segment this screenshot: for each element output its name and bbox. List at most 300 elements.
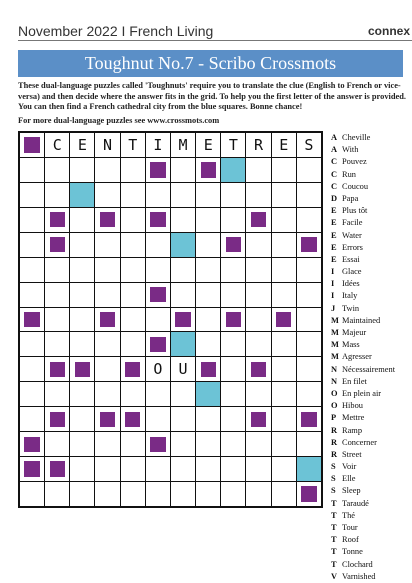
grid-cell[interactable]: E — [70, 133, 94, 157]
purple-block — [150, 162, 165, 177]
grid-cell[interactable] — [272, 208, 296, 232]
grid-cell[interactable] — [70, 158, 94, 182]
clue-first-letter: T — [331, 559, 337, 569]
grid-cell[interactable] — [297, 208, 321, 232]
purple-block — [125, 362, 140, 377]
clue-text: Water — [342, 230, 362, 240]
grid-cell[interactable] — [121, 158, 145, 182]
clue-first-letter: M — [331, 315, 339, 325]
clue-item — [331, 144, 411, 156]
clue-text: Italy — [342, 291, 358, 301]
grid-cell[interactable] — [272, 482, 296, 506]
clue-item — [331, 290, 411, 302]
grid-cell[interactable] — [20, 332, 44, 356]
clue-item — [331, 400, 411, 412]
grid-cell[interactable] — [196, 208, 220, 232]
block-cell[interactable] — [246, 208, 270, 232]
clue-item — [331, 461, 411, 473]
clue-item — [331, 498, 411, 510]
clue-item — [331, 534, 411, 546]
grid-cell[interactable] — [121, 332, 145, 356]
clue-text: Run — [342, 169, 356, 179]
grid-cell[interactable] — [95, 158, 119, 182]
clue-item — [331, 425, 411, 437]
grid-cell[interactable] — [221, 382, 245, 406]
block-cell[interactable] — [272, 308, 296, 332]
grid-cell[interactable] — [70, 283, 94, 307]
clue-first-letter: T — [331, 510, 337, 520]
grid-cell[interactable] — [221, 407, 245, 431]
clue-first-letter: S — [331, 474, 336, 484]
brand-label: connex — [367, 24, 410, 38]
grid-cell[interactable] — [146, 457, 170, 481]
purple-block — [251, 412, 266, 427]
purple-block — [175, 312, 190, 327]
grid-cell[interactable] — [171, 432, 195, 456]
grid-cell[interactable]: O — [146, 357, 170, 381]
block-cell[interactable] — [95, 208, 119, 232]
grid-cell[interactable] — [272, 432, 296, 456]
block-cell[interactable] — [146, 432, 170, 456]
grid-cell[interactable] — [196, 482, 220, 506]
grid-cell[interactable] — [221, 332, 245, 356]
grid-cell[interactable] — [45, 283, 69, 307]
clue-item — [331, 205, 411, 217]
grid-cell[interactable] — [95, 332, 119, 356]
grid-cell[interactable] — [196, 308, 220, 332]
grid-cell[interactable] — [121, 258, 145, 282]
grid-cell[interactable] — [297, 158, 321, 182]
clue-first-letter: I — [331, 279, 335, 289]
grid-cell[interactable] — [246, 332, 270, 356]
purple-block — [251, 362, 266, 377]
issue-title: November 2022 I French Living — [18, 23, 214, 39]
grid-cell[interactable] — [171, 457, 195, 481]
clue-text: Pouvez — [342, 157, 367, 167]
grid-cell[interactable] — [95, 233, 119, 257]
grid-cell[interactable] — [20, 407, 44, 431]
clue-text: Facile — [342, 218, 363, 228]
grid-cell[interactable] — [95, 258, 119, 282]
clue-first-letter: A — [331, 145, 338, 155]
purple-block — [301, 486, 316, 501]
grid-cell[interactable] — [20, 283, 44, 307]
grid-cell[interactable] — [221, 283, 245, 307]
clue-item — [331, 485, 411, 497]
grid-cell[interactable] — [246, 382, 270, 406]
clue-list — [331, 132, 411, 583]
grid-cell[interactable] — [121, 283, 145, 307]
clue-item — [331, 156, 411, 168]
grid-cell[interactable] — [297, 332, 321, 356]
blue-cell[interactable] — [171, 332, 195, 356]
grid-cell[interactable] — [146, 258, 170, 282]
grid-cell[interactable] — [297, 308, 321, 332]
clue-first-letter: N — [331, 376, 338, 386]
grid-cell[interactable] — [70, 332, 94, 356]
grid-cell[interactable] — [171, 382, 195, 406]
clue-text: En plein air — [342, 388, 382, 398]
clue-item — [331, 254, 411, 266]
clue-item — [331, 364, 411, 376]
clue-first-letter: R — [331, 437, 338, 447]
clue-first-letter: E — [331, 206, 337, 216]
clue-first-letter: R — [331, 425, 338, 435]
grid-cell[interactable] — [70, 482, 94, 506]
grid-cell[interactable] — [121, 482, 145, 506]
grid-cell[interactable]: E — [196, 133, 220, 157]
purple-block — [201, 162, 216, 177]
clue-first-letter: M — [331, 340, 339, 350]
grid-cell[interactable] — [297, 258, 321, 282]
block-cell[interactable] — [121, 407, 145, 431]
clue-text: Varnished — [342, 571, 376, 581]
grid-cell[interactable] — [121, 183, 145, 207]
grid-cell[interactable] — [45, 308, 69, 332]
grid-cell[interactable] — [20, 382, 44, 406]
clue-item — [331, 132, 411, 144]
clue-item — [331, 376, 411, 388]
clue-text: Glace — [342, 267, 362, 277]
grid-cell[interactable] — [171, 407, 195, 431]
grid-cell[interactable] — [121, 208, 145, 232]
purple-block — [24, 437, 39, 452]
clue-item — [331, 559, 411, 571]
grid-cell[interactable] — [246, 158, 270, 182]
clue-item — [331, 217, 411, 229]
grid-cell[interactable] — [20, 183, 44, 207]
blue-cell[interactable] — [221, 158, 245, 182]
grid-cell[interactable] — [70, 308, 94, 332]
grid-cell[interactable]: S — [297, 133, 321, 157]
grid-cell[interactable] — [272, 183, 296, 207]
grid-cell[interactable]: E — [272, 133, 296, 157]
clue-item — [331, 388, 411, 400]
grid-cell[interactable] — [20, 258, 44, 282]
grid-cell[interactable] — [171, 482, 195, 506]
clue-item — [331, 169, 411, 181]
masthead — [0, 0, 412, 40]
clue-item — [331, 242, 411, 254]
clue-text: Maintained — [342, 315, 381, 325]
grid-cell[interactable] — [95, 382, 119, 406]
clue-first-letter: C — [331, 181, 338, 191]
grid-cell[interactable]: U — [171, 357, 195, 381]
grid-cell[interactable] — [196, 283, 220, 307]
grid-cell[interactable] — [20, 357, 44, 381]
grid-cell[interactable] — [20, 208, 44, 232]
grid-cell[interactable] — [95, 482, 119, 506]
block-cell[interactable] — [146, 158, 170, 182]
clue-item — [331, 193, 411, 205]
grid-cell[interactable]: C — [45, 133, 69, 157]
grid-cell[interactable] — [20, 233, 44, 257]
grid-cell[interactable] — [196, 432, 220, 456]
puzzle-instructions: These dual-language puzzles called 'Toughnuts' require you to translate the clue (English to French or vice-versa) and then decide where the answer fits in the grid. To help you the first letter of the answer is provided. You can then find a French cathedral city from the blue squares. Bonne chance! — [18, 81, 406, 112]
clue-text: Tonne — [342, 547, 363, 557]
grid-cell[interactable] — [297, 183, 321, 207]
grid-cell[interactable] — [146, 308, 170, 332]
clue-text: Clochard — [342, 559, 373, 569]
clue-item — [331, 315, 411, 327]
grid-cells — [20, 133, 321, 506]
block-cell[interactable] — [70, 357, 94, 381]
grid-cell[interactable] — [272, 332, 296, 356]
block-cell[interactable] — [20, 308, 44, 332]
grid-cell[interactable] — [95, 183, 119, 207]
block-cell[interactable] — [196, 158, 220, 182]
blue-cell[interactable] — [297, 457, 321, 481]
grid-cell[interactable] — [221, 208, 245, 232]
grid-cell[interactable] — [246, 183, 270, 207]
grid-cell[interactable] — [246, 308, 270, 332]
grid-cell[interactable] — [221, 183, 245, 207]
grid-cell[interactable] — [272, 357, 296, 381]
grid-cell[interactable] — [70, 233, 94, 257]
grid-cell[interactable] — [70, 457, 94, 481]
grid-cell[interactable] — [70, 432, 94, 456]
block-cell[interactable] — [297, 482, 321, 506]
purple-block — [301, 412, 316, 427]
block-cell[interactable] — [246, 357, 270, 381]
clue-text: Sleep — [342, 486, 361, 496]
purple-block — [75, 362, 90, 377]
clue-text: Street — [342, 449, 362, 459]
grid-cell[interactable] — [196, 332, 220, 356]
purple-block — [100, 212, 115, 227]
clue-item — [331, 278, 411, 290]
block-cell[interactable] — [171, 308, 195, 332]
grid-cell[interactable] — [45, 482, 69, 506]
block-cell[interactable] — [45, 233, 69, 257]
grid-cell[interactable] — [45, 432, 69, 456]
grid-cell[interactable] — [221, 482, 245, 506]
grid-cell[interactable] — [70, 258, 94, 282]
grid-cell[interactable] — [221, 357, 245, 381]
grid-cell[interactable] — [45, 382, 69, 406]
clue-text: Voir — [342, 462, 357, 472]
grid-cell[interactable] — [95, 457, 119, 481]
clue-item — [331, 510, 411, 522]
grid-cell[interactable] — [45, 183, 69, 207]
clue-item — [331, 303, 411, 315]
more-puzzles-link: For more dual-language puzzles see www.crossmots.com — [18, 116, 220, 125]
block-cell[interactable] — [221, 308, 245, 332]
clue-text: Agresser — [342, 352, 372, 362]
grid-cell[interactable] — [45, 332, 69, 356]
clue-text: Mettre — [342, 413, 365, 423]
grid-cell[interactable] — [246, 432, 270, 456]
purple-block — [150, 337, 165, 352]
grid-cell[interactable] — [272, 407, 296, 431]
block-cell[interactable] — [45, 457, 69, 481]
clue-first-letter: I — [331, 291, 335, 301]
clue-first-letter: O — [331, 401, 338, 411]
grid-cell[interactable] — [171, 183, 195, 207]
block-cell[interactable] — [45, 407, 69, 431]
grid-cell[interactable] — [45, 158, 69, 182]
clue-first-letter: P — [331, 413, 337, 423]
grid-cell[interactable]: I — [146, 133, 170, 157]
purple-block — [276, 312, 291, 327]
block-cell[interactable] — [221, 233, 245, 257]
grid-cell[interactable] — [196, 457, 220, 481]
grid-cell[interactable] — [246, 283, 270, 307]
clue-first-letter: T — [331, 498, 337, 508]
block-cell[interactable] — [146, 283, 170, 307]
grid-cell[interactable] — [272, 158, 296, 182]
clue-text: Errors — [342, 242, 363, 252]
clue-first-letter: M — [331, 352, 339, 362]
clue-item — [331, 351, 411, 363]
purple-block — [24, 312, 39, 327]
clue-text: Hibou — [342, 401, 363, 411]
clue-text: Essai — [342, 254, 360, 264]
block-cell[interactable] — [121, 357, 145, 381]
blue-cell[interactable] — [171, 233, 195, 257]
grid-cell[interactable] — [95, 283, 119, 307]
grid-cell[interactable] — [95, 432, 119, 456]
grid-cell[interactable]: T — [121, 133, 145, 157]
grid-cell[interactable] — [196, 183, 220, 207]
block-cell[interactable] — [146, 208, 170, 232]
clue-text: Tour — [342, 523, 358, 532]
grid-cell[interactable] — [221, 457, 245, 481]
clue-text: Coucou — [342, 181, 369, 191]
block-cell[interactable] — [95, 308, 119, 332]
grid-cell[interactable] — [146, 183, 170, 207]
grid-cell[interactable] — [146, 407, 170, 431]
blue-cell[interactable] — [196, 382, 220, 406]
grid-cell[interactable] — [246, 482, 270, 506]
grid-cell[interactable] — [272, 457, 296, 481]
clue-item — [331, 473, 411, 485]
grid-cell[interactable] — [297, 382, 321, 406]
grid-cell[interactable] — [70, 208, 94, 232]
clue-first-letter: E — [331, 242, 337, 252]
clue-first-letter: V — [331, 571, 338, 581]
purple-block — [50, 237, 65, 252]
grid-cell[interactable]: M — [171, 133, 195, 157]
grid-cell[interactable] — [70, 407, 94, 431]
grid-cell[interactable] — [121, 457, 145, 481]
grid-cell[interactable] — [146, 482, 170, 506]
grid-cell[interactable]: T — [221, 133, 245, 157]
grid-cell[interactable] — [246, 258, 270, 282]
clue-text: Idées — [342, 279, 360, 289]
grid-cell[interactable] — [20, 482, 44, 506]
grid-cell[interactable] — [171, 283, 195, 307]
grid-cell[interactable] — [272, 382, 296, 406]
purple-block — [50, 461, 65, 476]
clue-text: Elle — [342, 474, 356, 484]
block-cell[interactable] — [45, 357, 69, 381]
block-cell[interactable] — [146, 332, 170, 356]
grid-cell[interactable] — [221, 432, 245, 456]
block-cell[interactable] — [297, 233, 321, 257]
grid-cell[interactable] — [246, 457, 270, 481]
purple-block — [125, 412, 140, 427]
purple-block — [201, 362, 216, 377]
grid-cell[interactable] — [146, 382, 170, 406]
block-cell[interactable] — [297, 407, 321, 431]
clue-first-letter: O — [331, 388, 338, 398]
clue-first-letter: T — [331, 535, 337, 545]
clue-text: Papa — [342, 193, 359, 203]
grid-cell[interactable] — [221, 258, 245, 282]
clue-first-letter: R — [331, 449, 338, 459]
grid-cell[interactable] — [297, 283, 321, 307]
clue-first-letter: E — [331, 254, 337, 264]
purple-block — [50, 362, 65, 377]
clue-item — [331, 412, 411, 424]
grid-cell[interactable] — [272, 258, 296, 282]
clue-text: Thé — [342, 510, 356, 520]
grid-cell[interactable] — [45, 258, 69, 282]
block-cell[interactable] — [196, 357, 220, 381]
grid-cell[interactable] — [272, 283, 296, 307]
blue-cell[interactable] — [70, 183, 94, 207]
grid-cell[interactable] — [121, 308, 145, 332]
grid-cell[interactable] — [121, 432, 145, 456]
clue-item — [331, 327, 411, 339]
clue-first-letter: T — [331, 547, 337, 557]
clue-item — [331, 181, 411, 193]
grid-cell[interactable] — [297, 357, 321, 381]
grid-cell[interactable] — [246, 233, 270, 257]
clue-first-letter: D — [331, 193, 338, 203]
clue-text: Majeur — [342, 328, 367, 337]
block-cell[interactable] — [20, 432, 44, 456]
clue-item — [331, 339, 411, 351]
grid-cell[interactable] — [121, 382, 145, 406]
purple-block — [150, 287, 165, 302]
block-cell[interactable] — [20, 133, 44, 157]
clue-item — [331, 449, 411, 461]
grid-cell[interactable] — [20, 158, 44, 182]
grid-cell[interactable] — [196, 233, 220, 257]
purple-block — [301, 237, 316, 252]
grid-cell[interactable] — [297, 432, 321, 456]
grid-cell[interactable] — [171, 208, 195, 232]
puzzle-title: Toughnut No.7 - Scribo Crossmots — [18, 50, 403, 77]
grid-cell[interactable] — [196, 258, 220, 282]
grid-cell[interactable] — [196, 407, 220, 431]
grid-cell[interactable]: N — [95, 133, 119, 157]
grid-cell[interactable] — [171, 158, 195, 182]
grid-cell[interactable] — [95, 357, 119, 381]
grid-cell[interactable]: R — [246, 133, 270, 157]
grid-cell[interactable] — [121, 233, 145, 257]
block-cell[interactable] — [45, 208, 69, 232]
clue-text: With — [342, 145, 359, 155]
block-cell[interactable] — [95, 407, 119, 431]
grid-cell[interactable] — [70, 382, 94, 406]
clue-text: Taraudé — [342, 498, 369, 508]
grid-cell[interactable] — [171, 258, 195, 282]
grid-cell[interactable] — [146, 233, 170, 257]
grid-cell[interactable] — [272, 233, 296, 257]
block-cell[interactable] — [20, 457, 44, 481]
purple-block — [100, 412, 115, 427]
clue-text: Mass — [342, 340, 360, 350]
clue-first-letter: I — [331, 267, 335, 277]
clue-text: Roof — [342, 535, 359, 545]
block-cell[interactable] — [246, 407, 270, 431]
purple-block — [226, 312, 241, 327]
clue-first-letter: E — [331, 230, 337, 240]
clue-first-letter: M — [331, 328, 339, 337]
